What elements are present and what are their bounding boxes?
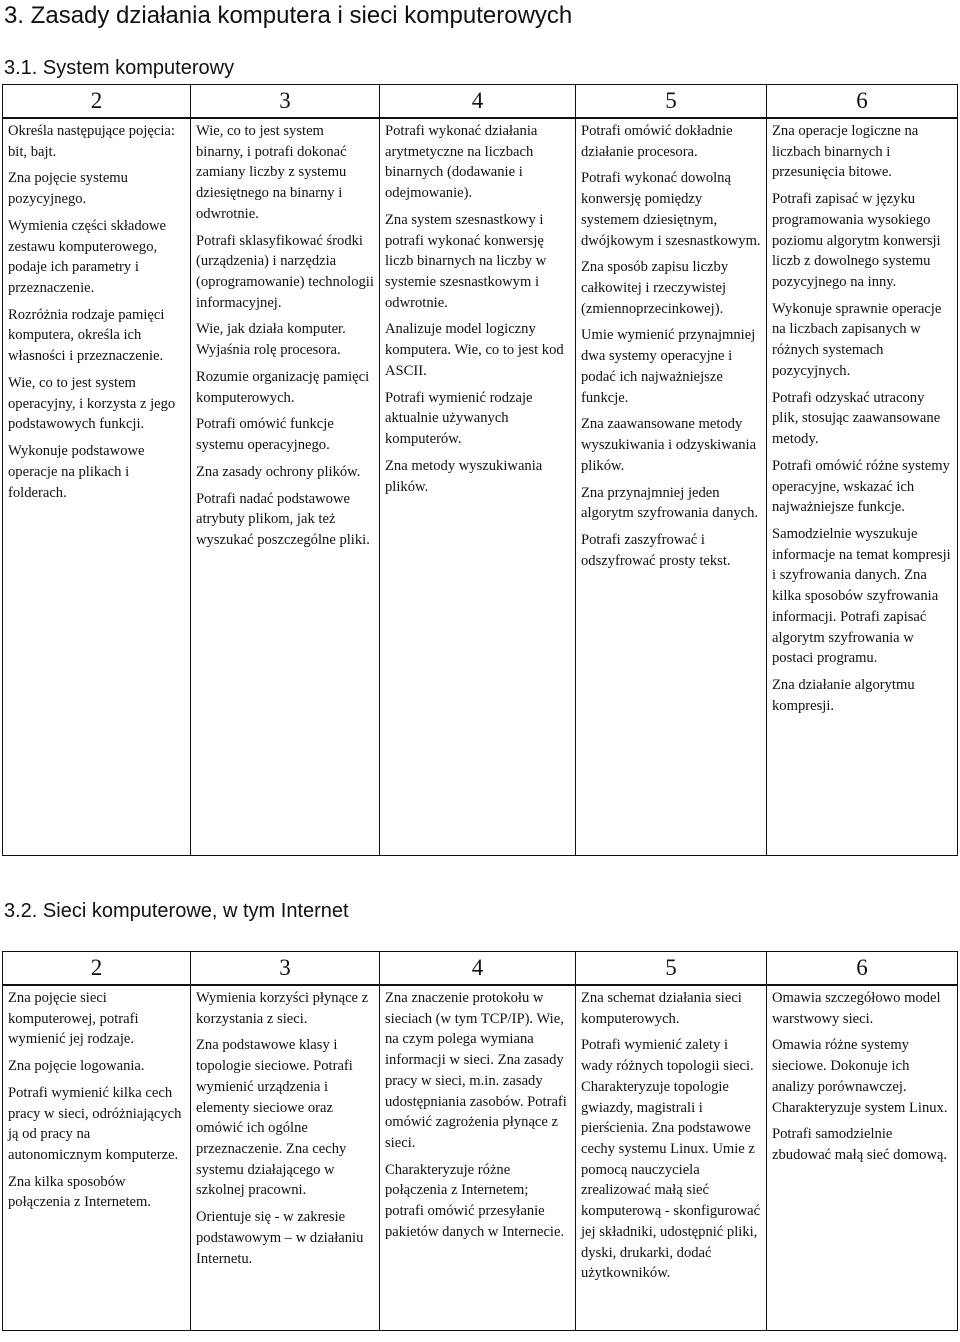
requirement-text: Potrafi omówić różne systemy operacyjne, wskazać ich najważniejsze funkcje.	[772, 457, 950, 516]
requirement-text: Potrafi wykonać dowolną konwersję pomiędzy systemem dziesiętnym, dwójkowym i szesnastkowym.	[581, 170, 761, 249]
requirement-text: Zna pojęcie logowania.	[8, 1058, 145, 1075]
grade-header: 2	[3, 85, 191, 119]
requirement-text: Omawia szczegółowo model warstwowy sieci.	[772, 990, 941, 1027]
requirements-table-network	[2, 951, 958, 1331]
chapter-title: 3. Zasady działania komputera i sieci komputerowych	[4, 2, 573, 29]
requirements-row	[3, 985, 958, 1331]
requirement-text: Zna zasady ochrony plików.	[196, 463, 361, 480]
requirement-text: Potrafi sklasyfikować środki (urządzenia) i narzędzia (oprogramowanie) technologii informacyjnej.	[196, 232, 374, 311]
grade-header: 5	[576, 85, 767, 119]
grade-header: 6	[767, 85, 958, 119]
grade-cell	[576, 985, 767, 1331]
requirement-text: Potrafi wymienić zalety i wady różnych topologii sieci. Charakteryzuje topologie gwiazdy, magistrali i pierścienia. Zna podstawowe cechy systemu Linux. Umie z pomocą nauczyciela zrealizować małą sieć komputerową - skonfigurować jej składniki, udostępnić pliki, dyski, drukarki, dodać użytkowników.	[581, 1037, 761, 1282]
requirement-text: Zna sposób zapisu liczby całkowitej i rzeczywistej (zmiennoprzecinkowej).	[581, 259, 729, 317]
requirement-text: Zna metody wyszukiwania plików.	[385, 457, 543, 495]
requirement-text: Potrafi omówić funkcje systemu operacyjnego.	[196, 416, 334, 454]
requirement-text: Zna system szesnastkowy i potrafi wykonać konwersję liczb binarnych na liczby w systemie szesnastkowym i odwrotnie.	[385, 211, 547, 311]
requirement-text: Wie, co to jest system binarny, i potrafi dokonać zamiany liczby z systemu dziesiętnego na binarny i odwrotnie.	[196, 123, 347, 222]
grade-cell	[191, 985, 380, 1331]
requirement-text: Zna zaawansowane metody wyszukiwania i odzyskiwania plików.	[581, 416, 757, 474]
requirement-text: Umie wymienić przynajmniej dwa systemy operacyjne i podać ich najważniejsze funkcje.	[581, 327, 756, 406]
grade-header: 5	[576, 952, 767, 986]
requirement-text: Charakteryzuje różne połączenia z Internetem; potrafi omówić przesyłanie pakietów danych w Internecie.	[385, 1161, 565, 1240]
requirement-text: Zna schemat działania sieci komputerowych.	[581, 990, 742, 1027]
requirement-text: Samodzielnie wyszukuje informacje na temat kompresji i szyfrowania danych. Zna kilka sposobów szyfrowania informacji. Potrafi zapisać algorytm szyfrowania w postaci programu.	[772, 525, 951, 667]
grade-cell	[380, 985, 576, 1331]
requirement-text: Określa następujące pojęcia: bit, bajt.	[8, 123, 175, 160]
grade-header: 4	[380, 952, 576, 986]
grade-cell	[3, 985, 191, 1331]
requirement-text: Wymienia korzyści płynące z korzystania z sieci.	[196, 990, 369, 1027]
requirements-row	[3, 118, 958, 856]
requirement-text: Zna kilka sposobów połączenia z Internetem.	[8, 1173, 152, 1211]
requirements-table-system	[2, 84, 958, 856]
grade-header: 4	[380, 85, 576, 119]
requirement-text: Wie, jak działa komputer. Wyjaśnia rolę procesora.	[196, 321, 346, 359]
grade-header-row	[3, 952, 958, 986]
requirement-text: Zna podstawowe klasy i topologie sieciowe. Potrafi wymienić urządzenia i elementy sieciowe oraz omówić ich ogólne przeznaczenie. Zna cechy systemu działającego w szkolnej pracowni.	[196, 1037, 353, 1199]
requirement-text: Rozróżnia rodzaje pamięci komputera, określa ich własności i przeznaczenie.	[8, 306, 165, 365]
requirement-text: Potrafi omówić dokładnie działanie procesora.	[581, 123, 733, 160]
grade-cell	[767, 985, 958, 1331]
requirement-text: Potrafi wymienić rodzaje aktualnie używanych komputerów.	[385, 389, 533, 448]
requirement-text: Potrafi samodzielnie zbudować małą sieć domową.	[772, 1126, 948, 1164]
requirement-text: Wykonuje sprawnie operacje na liczbach zapisanych w różnych systemach pozycyjnych.	[772, 300, 942, 379]
requirement-text: Zna operacje logiczne na liczbach binarnych i przesunięcia bitowe.	[772, 123, 919, 181]
requirement-text: Zna pojęcie sieci komputerowej, potrafi wymienić jej rodzaje.	[8, 990, 139, 1048]
requirement-text: Rozumie organizację pamięci komputerowych.	[196, 368, 370, 406]
requirement-text: Potrafi zaszyfrować i odszyfrować prosty tekst.	[581, 531, 731, 569]
requirement-text: Orientuje się - w zakresie podstawowym – w działaniu Internetu.	[196, 1209, 364, 1267]
grade-header: 3	[191, 85, 380, 119]
requirement-text: Zna pojęcie systemu pozycyjnego.	[8, 170, 128, 208]
requirement-text: Wymienia części składowe zestawu komputerowego, podaje ich parametry i przeznaczenie.	[8, 217, 166, 297]
grade-header: 3	[191, 952, 380, 986]
section-title-network: 3.2. Sieci komputerowe, w tym Internet	[4, 900, 349, 922]
requirement-text: Potrafi odzyskać utracony plik, stosując zaawansowane metody.	[772, 389, 941, 448]
requirement-text: Potrafi zapisać w języku programowania wysokiego poziomu algorytm konwersji liczb z dowolnego systemu pozycyjnego na inny.	[772, 191, 941, 291]
section-title-system: 3.1. System komputerowy	[4, 57, 235, 79]
requirement-text: Zna przynajmniej jeden algorytm szyfrowania danych.	[581, 484, 759, 522]
requirement-text: Wie, co to jest system operacyjny, i korzysta z jego podstawowych funkcji.	[8, 374, 176, 433]
requirement-text: Zna znaczenie protokołu w sieciach (w tym TCP/IP). Wie, na czym polega wymiana informacji w sieci. Zna zasady pracy w sieci, m.in. zasady udostępniania zasobów. Potrafi omówić zagrożenia płynące z sieci.	[385, 990, 567, 1152]
grade-header: 2	[3, 952, 191, 986]
requirement-text: Wykonuje podstawowe operacje na plikach i folderach.	[8, 443, 145, 501]
requirement-text: Potrafi wymienić kilka cech pracy w sieci, odróżniających ją od pracy na autonomicznym komputerze.	[8, 1084, 182, 1164]
requirement-text: Zna działanie algorytmu kompresji.	[772, 676, 915, 714]
grade-header: 6	[767, 952, 958, 986]
requirement-text: Omawia różne systemy sieciowe. Dokonuje ich analizy porównawczej. Charakteryzuje system Linux.	[772, 1037, 948, 1116]
grade-cell	[191, 118, 380, 856]
requirement-text: Analizuje model logiczny komputera. Wie, co to jest kod ASCII.	[385, 321, 564, 379]
grade-cell	[3, 118, 191, 856]
grade-cell	[576, 118, 767, 856]
grade-header-row	[3, 85, 958, 119]
requirement-text: Potrafi wykonać działania arytmetyczne na liczbach binarnych (dodawanie i odejmowanie).	[385, 123, 538, 202]
grade-cell	[380, 118, 576, 856]
requirement-text: Potrafi nadać podstawowe atrybuty plikom, jak też wyszukać poszczególne pliki.	[196, 490, 370, 548]
grade-cell	[767, 118, 958, 856]
